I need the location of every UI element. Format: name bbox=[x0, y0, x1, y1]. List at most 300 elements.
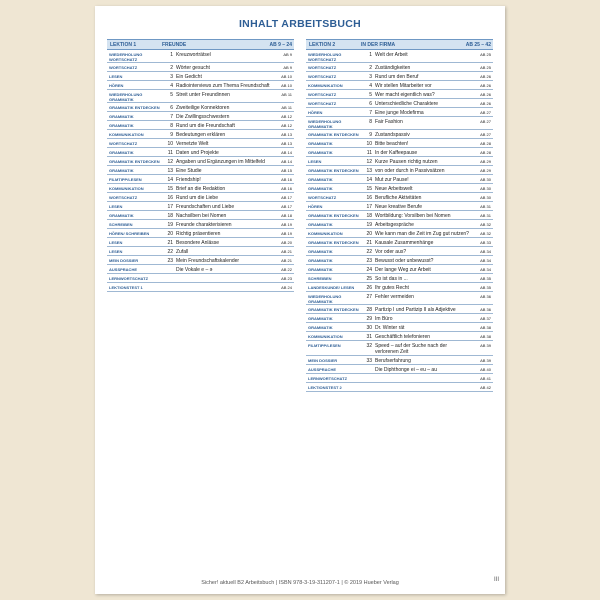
toc-number: 12 bbox=[366, 159, 372, 165]
toc-section: LANDESKUNDE/ LESEN bbox=[308, 285, 355, 290]
toc-number: 17 bbox=[167, 204, 173, 210]
toc-section: FILMTIPP/LESEN bbox=[308, 343, 341, 348]
toc-page: AB 17 bbox=[281, 195, 292, 200]
toc-section: AUSSPRACHE bbox=[308, 367, 337, 372]
toc-row bbox=[107, 256, 294, 265]
toc-number: 4 bbox=[369, 83, 372, 89]
toc-row bbox=[107, 103, 294, 112]
toc-title bbox=[176, 283, 272, 291]
toc-row bbox=[306, 265, 493, 274]
toc-section: HÖREN bbox=[308, 110, 323, 115]
toc-number: 20 bbox=[366, 231, 372, 237]
toc-title: Freundschaften und Liebe bbox=[176, 204, 235, 210]
toc-row bbox=[306, 341, 493, 356]
toc-section: GRAMMATIK ENTDECKEN bbox=[308, 168, 359, 173]
toc-page: AB 11 bbox=[281, 105, 292, 110]
toc-row bbox=[306, 374, 493, 383]
toc-section: WORTSCHATZ bbox=[308, 65, 337, 70]
toc-page: AB 42 bbox=[480, 385, 491, 390]
toc-page: AB 35 bbox=[480, 285, 491, 290]
toc-page: AB 31 bbox=[480, 213, 491, 218]
toc-number bbox=[360, 383, 375, 391]
toc-row bbox=[107, 283, 294, 292]
toc-page: AB 10 bbox=[281, 83, 292, 88]
toc-row bbox=[306, 247, 493, 256]
toc-page: AB 9 bbox=[283, 65, 292, 70]
toc-section: MEIN DOSSIER bbox=[308, 358, 338, 363]
lesson-2-header bbox=[306, 39, 493, 50]
toc-row bbox=[107, 157, 294, 166]
toc-number: 10 bbox=[366, 141, 372, 147]
toc-page: AB 27 bbox=[480, 132, 491, 137]
toc-section: HÖREN/ SCHREIBEN bbox=[109, 231, 150, 236]
toc-section: WIEDERHOLUNG WORTSCHATZ bbox=[109, 52, 143, 62]
lesson-1-header bbox=[107, 39, 294, 50]
toc-row bbox=[306, 365, 493, 374]
toc-number: 30 bbox=[366, 325, 372, 331]
toc-title: Streit unter Freundinnen bbox=[176, 92, 230, 98]
toc-page: AB 34 bbox=[480, 258, 491, 263]
toc-title: Der lange Weg zur Arbeit bbox=[375, 267, 431, 273]
toc-number: 19 bbox=[366, 222, 372, 228]
toc-page: AB 13 bbox=[281, 132, 292, 137]
toc-number: 18 bbox=[366, 213, 372, 219]
toc-row bbox=[107, 211, 294, 220]
toc-page: AB 14 bbox=[281, 159, 292, 164]
toc-row bbox=[107, 265, 294, 274]
toc-title: Angaben und Ergänzungen im Mittelfeld bbox=[176, 159, 265, 165]
toc-section: GRAMMATIK bbox=[308, 186, 333, 191]
page-title: INHALT ARBEITSBUCH bbox=[238, 18, 362, 30]
toc-number: 1 bbox=[369, 52, 372, 58]
toc-section: WORTSCHATZ bbox=[308, 74, 337, 79]
toc-number: 17 bbox=[366, 204, 372, 210]
toc-title: Radiointerviews zum Thema Freundschaft bbox=[176, 83, 270, 89]
toc-number: 21 bbox=[366, 240, 372, 246]
book-page bbox=[95, 6, 505, 594]
toc-number: 1 bbox=[170, 52, 173, 58]
toc-title: Kreuzworträtsel bbox=[176, 52, 211, 58]
toc-title: Partizip I und Partizip II als Adjektive bbox=[375, 307, 456, 313]
toc-row bbox=[306, 139, 493, 148]
toc-title: Bitte beachten! bbox=[375, 141, 409, 147]
toc-page: AB 11 bbox=[281, 92, 292, 97]
toc-title bbox=[375, 383, 471, 391]
toc-page: AB 23 bbox=[281, 276, 292, 281]
toc-page: AB 25 bbox=[480, 65, 491, 70]
toc-page: AB 41 bbox=[480, 376, 491, 381]
toc-title: Vernetzte Welt bbox=[176, 141, 209, 147]
toc-row bbox=[306, 283, 493, 292]
toc-number: 29 bbox=[366, 316, 372, 322]
toc-page: AB 32 bbox=[480, 231, 491, 236]
toc-row bbox=[306, 99, 493, 108]
toc-section: GRAMMATIK bbox=[109, 123, 134, 128]
toc-section: GRAMMATIK bbox=[308, 141, 333, 146]
toc-number: 5 bbox=[170, 92, 173, 98]
toc-number: 23 bbox=[167, 258, 173, 264]
toc-title: Ein Gedicht bbox=[176, 74, 202, 80]
toc-row bbox=[107, 50, 294, 63]
toc-section: LERNWORTSCHATZ bbox=[308, 376, 348, 381]
toc-page: AB 38 bbox=[480, 334, 491, 339]
toc-number: 24 bbox=[366, 267, 372, 273]
toc-row bbox=[306, 157, 493, 166]
toc-section: GRAMMATIK bbox=[109, 150, 134, 155]
toc-section: KOMMUNIKATION bbox=[109, 132, 144, 137]
toc-title: Zuständigkeiten bbox=[375, 65, 411, 71]
toc-title: Welt der Arbeit bbox=[375, 52, 408, 58]
toc-page: AB 28 bbox=[480, 141, 491, 146]
toc-title: Geschäftlich telefonieren bbox=[375, 334, 431, 340]
toc-section: HÖREN bbox=[109, 83, 124, 88]
toc-title: Rund um die Freundschaft bbox=[176, 123, 235, 129]
toc-title: Die Diphthonge ei – eu – au bbox=[375, 367, 437, 373]
toc-row bbox=[306, 332, 493, 341]
toc-section: LEKTIONSTEST 2 bbox=[308, 385, 342, 390]
toc-page: AB 15 bbox=[281, 168, 292, 173]
toc-number: 11 bbox=[366, 150, 372, 156]
toc-title: Daten und Projekte bbox=[176, 150, 219, 156]
toc-number: 27 bbox=[366, 294, 372, 300]
toc-row bbox=[306, 383, 493, 392]
toc-section: GRAMMATIK bbox=[308, 325, 333, 330]
toc-section: GRAMMATIK bbox=[109, 114, 134, 119]
toc-number: 3 bbox=[170, 74, 173, 80]
toc-number: 16 bbox=[167, 195, 173, 201]
toc-section: WIEDERHOLUNG GRAMMATIK bbox=[308, 119, 342, 129]
toc-page: AB 29 bbox=[480, 168, 491, 173]
toc-title: In der Kaffeepause bbox=[375, 150, 418, 156]
toc-title: von oder durch in Passivsätzen bbox=[375, 168, 445, 174]
toc-number: 15 bbox=[167, 186, 173, 192]
toc-title: Fair Fashion bbox=[375, 119, 403, 125]
toc-page: AB 9 bbox=[283, 52, 292, 57]
toc-number: 6 bbox=[369, 101, 372, 107]
toc-title: Wer macht eigentlich was? bbox=[375, 92, 435, 98]
toc-page: AB 17 bbox=[281, 204, 292, 209]
toc-page: AB 30 bbox=[480, 195, 491, 200]
toc-section: GRAMMATIK bbox=[109, 168, 134, 173]
toc-row bbox=[306, 305, 493, 314]
toc-row bbox=[107, 238, 294, 247]
toc-number: 7 bbox=[369, 110, 372, 116]
toc-title: Richtig präsentieren bbox=[176, 231, 221, 237]
toc-row bbox=[306, 323, 493, 332]
toc-page: AB 30 bbox=[480, 177, 491, 182]
toc-section: GRAMMATIK bbox=[308, 222, 333, 227]
toc-row bbox=[107, 184, 294, 193]
toc-section: GRAMMATIK ENTDECKEN bbox=[308, 240, 359, 245]
toc-row bbox=[306, 211, 493, 220]
toc-section: FILMTIPP/LESEN bbox=[109, 177, 142, 182]
toc-row bbox=[306, 50, 493, 63]
toc-title: Neue Arbeitswelt bbox=[375, 186, 413, 192]
toc-row bbox=[107, 139, 294, 148]
toc-number: 16 bbox=[366, 195, 372, 201]
toc-title: Brief an die Redaktion bbox=[176, 186, 226, 192]
toc-title: Freunde charakterisieren bbox=[176, 222, 232, 228]
toc-section: WORTSCHATZ bbox=[308, 92, 337, 97]
toc-row bbox=[306, 193, 493, 202]
toc-number: 12 bbox=[167, 159, 173, 165]
toc-section: AUSSPRACHE bbox=[109, 267, 138, 272]
toc-title: Eine Studie bbox=[176, 168, 202, 174]
toc-number: 13 bbox=[167, 168, 173, 174]
toc-row bbox=[306, 90, 493, 99]
toc-title: Wörter gesucht bbox=[176, 65, 210, 71]
lesson-theme: IN DER FIRMA bbox=[361, 41, 396, 48]
toc-title: Die Zwillingsschwestern bbox=[176, 114, 230, 120]
toc-section: LESEN bbox=[308, 159, 322, 164]
toc-row bbox=[107, 202, 294, 211]
toc-row bbox=[107, 247, 294, 256]
toc-page: AB 26 bbox=[480, 74, 491, 79]
toc-number: 26 bbox=[366, 285, 372, 291]
toc-row bbox=[306, 81, 493, 90]
toc-section: WIEDERHOLUNG GRAMMATIK bbox=[109, 92, 143, 102]
toc-page: AB 30 bbox=[480, 186, 491, 191]
lesson-theme: FREUNDE bbox=[162, 41, 187, 48]
toc-number: 11 bbox=[167, 150, 173, 156]
toc-number: 28 bbox=[366, 307, 372, 313]
toc-number: 21 bbox=[167, 240, 173, 246]
toc-section: WORTSCHATZ bbox=[109, 195, 138, 200]
toc-section: WORTSCHATZ bbox=[308, 101, 337, 106]
toc-number: 9 bbox=[170, 132, 173, 138]
toc-row bbox=[107, 90, 294, 103]
toc-section: GRAMMATIK bbox=[109, 213, 134, 218]
toc-row bbox=[107, 193, 294, 202]
toc-page: AB 39 bbox=[480, 343, 491, 348]
toc-page: AB 13 bbox=[281, 141, 292, 146]
toc-section: SCHREIBEN bbox=[109, 222, 133, 227]
toc-number: 33 bbox=[366, 358, 372, 364]
toc-page: AB 19 bbox=[281, 222, 292, 227]
toc-section: LEKTIONSTEST 1 bbox=[109, 285, 143, 290]
toc-section: GRAMMATIK bbox=[308, 267, 333, 272]
toc-number: 22 bbox=[366, 249, 372, 255]
toc-row bbox=[306, 229, 493, 238]
toc-row bbox=[306, 148, 493, 157]
toc-number: 22 bbox=[167, 249, 173, 255]
toc-page: AB 35 bbox=[480, 276, 491, 281]
toc-title: Wir stellen Mitarbeiter vor bbox=[375, 83, 432, 89]
toc-title: Mein Freundschaftskalender bbox=[176, 258, 240, 264]
toc-row bbox=[107, 229, 294, 238]
toc-section: LESEN bbox=[109, 249, 123, 254]
toc-number: 23 bbox=[366, 258, 372, 264]
toc-title: Zustandspassiv bbox=[375, 132, 410, 138]
lesson-label: LEKTION 1 bbox=[110, 41, 137, 48]
toc-page: AB 27 bbox=[480, 110, 491, 115]
toc-title: Besondere Anlässe bbox=[176, 240, 220, 246]
lesson-1-column bbox=[107, 39, 294, 292]
toc-row bbox=[107, 166, 294, 175]
toc-section: GRAMMATIK ENTDECKEN bbox=[109, 105, 160, 110]
toc-page: AB 25 bbox=[480, 52, 491, 57]
toc-section: LESEN bbox=[109, 74, 123, 79]
toc-row bbox=[306, 256, 493, 265]
toc-section: GRAMMATIK bbox=[308, 249, 333, 254]
toc-page: AB 26 bbox=[480, 101, 491, 106]
toc-page: AB 16 bbox=[281, 177, 292, 182]
toc-section: GRAMMATIK ENTDECKEN bbox=[308, 132, 359, 137]
toc-title: Berufserfahrung bbox=[375, 358, 411, 364]
toc-title bbox=[375, 374, 471, 382]
toc-row bbox=[107, 130, 294, 139]
toc-title: Ihr gutes Recht bbox=[375, 285, 409, 291]
toc-title: Vor oder aus? bbox=[375, 249, 407, 255]
toc-section: WORTSCHATZ bbox=[109, 65, 138, 70]
toc-title: Unterschiedliche Charaktere bbox=[375, 101, 439, 107]
toc-page: AB 12 bbox=[281, 114, 292, 119]
toc-page: AB 39 bbox=[480, 358, 491, 363]
toc-row bbox=[306, 274, 493, 283]
lesson-2-rows bbox=[306, 50, 493, 392]
toc-title: Rund um den Beruf bbox=[375, 74, 419, 80]
toc-number: 9 bbox=[369, 132, 372, 138]
toc-number: 7 bbox=[170, 114, 173, 120]
toc-page: AB 24 bbox=[281, 285, 292, 290]
page-number: III bbox=[493, 577, 499, 583]
toc-title: Bedeutungen erklären bbox=[176, 132, 226, 138]
toc-row bbox=[306, 166, 493, 175]
toc-row bbox=[306, 175, 493, 184]
toc-page: AB 28 bbox=[480, 150, 491, 155]
toc-row bbox=[306, 108, 493, 117]
toc-page: AB 40 bbox=[480, 367, 491, 372]
toc-number: 8 bbox=[369, 119, 372, 125]
toc-title: Bewusst oder unbewusst? bbox=[375, 258, 434, 264]
toc-title: Kausale Zusammenhänge bbox=[375, 240, 434, 246]
toc-row bbox=[107, 175, 294, 184]
toc-number: 25 bbox=[366, 276, 372, 282]
toc-page: AB 33 bbox=[480, 240, 491, 245]
toc-title: Kurze Pausen richtig nutzen bbox=[375, 159, 438, 165]
toc-page: AB 26 bbox=[480, 92, 491, 97]
toc-number: 14 bbox=[366, 177, 372, 183]
toc-number bbox=[360, 374, 375, 382]
toc-page: AB 20 bbox=[281, 240, 292, 245]
toc-page: AB 32 bbox=[480, 222, 491, 227]
toc-page: AB 12 bbox=[281, 123, 292, 128]
toc-title: So ist das in ... bbox=[375, 276, 408, 282]
toc-section: SCHREIBEN bbox=[308, 276, 332, 281]
toc-section: HÖREN bbox=[308, 204, 323, 209]
toc-title: Rund um die Liebe bbox=[176, 195, 218, 201]
toc-section: LESEN bbox=[109, 240, 123, 245]
toc-section: KOMMUNIKATION bbox=[308, 231, 343, 236]
toc-section: GRAMMATIK bbox=[308, 316, 333, 321]
toc-page: AB 37 bbox=[480, 316, 491, 321]
toc-row bbox=[306, 117, 493, 130]
toc-title: Arbeitsgespräche bbox=[375, 222, 414, 228]
lesson-page-range: AB 25 – 42 bbox=[465, 41, 491, 48]
toc-number: 13 bbox=[366, 168, 372, 174]
toc-number: 6 bbox=[170, 105, 173, 111]
toc-row bbox=[306, 72, 493, 81]
toc-row bbox=[107, 121, 294, 130]
toc-number: 4 bbox=[170, 83, 173, 89]
toc-number: 3 bbox=[369, 74, 372, 80]
toc-row bbox=[306, 184, 493, 193]
toc-section: KOMMUNIKATION bbox=[109, 186, 144, 191]
toc-number: 20 bbox=[167, 231, 173, 237]
toc-number: 19 bbox=[167, 222, 173, 228]
toc-section: GRAMMATIK bbox=[308, 258, 333, 263]
toc-page: AB 21 bbox=[281, 258, 292, 263]
toc-title: Mut zur Pause! bbox=[375, 177, 409, 183]
toc-title: Dr. Winter rät bbox=[375, 325, 405, 331]
toc-page: AB 16 bbox=[281, 186, 292, 191]
lesson-label: LEKTION 2 bbox=[309, 41, 336, 48]
toc-row bbox=[306, 130, 493, 139]
toc-title: Speed – auf der Suche nach der verlorenen Zeit bbox=[375, 343, 447, 355]
toc-section: KOMMUNIKATION bbox=[308, 334, 343, 339]
toc-page: AB 29 bbox=[480, 159, 491, 164]
toc-number: 2 bbox=[170, 65, 173, 71]
toc-title: Wortbildung: Vorsilben bei Nomen bbox=[375, 213, 451, 219]
toc-row bbox=[107, 274, 294, 283]
toc-number: 15 bbox=[366, 186, 372, 192]
toc-row bbox=[107, 72, 294, 81]
toc-row bbox=[107, 112, 294, 121]
toc-page: AB 36 bbox=[480, 307, 491, 312]
toc-title: Eine junge Modefirma bbox=[375, 110, 424, 116]
toc-number: 31 bbox=[366, 334, 372, 340]
toc-title bbox=[176, 274, 272, 282]
toc-number: 10 bbox=[167, 141, 173, 147]
toc-title: Die Vokale e – ə bbox=[176, 267, 213, 273]
toc-row bbox=[107, 81, 294, 90]
toc-number: 18 bbox=[167, 213, 173, 219]
toc-number: 8 bbox=[170, 123, 173, 129]
toc-section: WORTSCHATZ bbox=[308, 195, 337, 200]
toc-row bbox=[306, 292, 493, 305]
lesson-2-column bbox=[306, 39, 493, 392]
toc-title: Zufall bbox=[176, 249, 189, 255]
toc-section: LESEN bbox=[109, 204, 123, 209]
toc-number bbox=[161, 274, 176, 282]
toc-title: Fehler vermeiden bbox=[375, 294, 414, 300]
toc-title: Friendship! bbox=[176, 177, 201, 183]
toc-row bbox=[306, 220, 493, 229]
toc-page: AB 10 bbox=[281, 74, 292, 79]
toc-page: AB 19 bbox=[281, 231, 292, 236]
toc-page: AB 38 bbox=[480, 325, 491, 330]
toc-section: WIEDERHOLUNG WORTSCHATZ bbox=[308, 52, 342, 62]
footer-copyright: Sicher! aktuell B2 Arbeitsbuch | ISBN 978-3-19-311207-1 | © 2019 Hueber Verlag bbox=[201, 580, 399, 586]
toc-page: AB 34 bbox=[480, 249, 491, 254]
toc-section: GRAMMATIK bbox=[308, 150, 333, 155]
toc-page: AB 21 bbox=[281, 249, 292, 254]
toc-section: MEIN DOSSIER bbox=[109, 258, 139, 263]
toc-title: Nachsilben bei Nomen bbox=[176, 213, 227, 219]
toc-title: Zweiteilige Konnektoren bbox=[176, 105, 230, 111]
toc-number: 5 bbox=[369, 92, 372, 98]
toc-number: 2 bbox=[369, 65, 372, 71]
toc-row bbox=[306, 356, 493, 365]
toc-page: AB 26 bbox=[480, 83, 491, 88]
toc-section: KOMMUNIKATION bbox=[308, 83, 343, 88]
toc-page: AB 14 bbox=[281, 150, 292, 155]
toc-title: Berufliche Aktivitäten bbox=[375, 195, 422, 201]
toc-section: LERNWORTSCHATZ bbox=[109, 276, 149, 281]
toc-number bbox=[360, 365, 375, 373]
toc-row bbox=[306, 238, 493, 247]
toc-page: AB 22 bbox=[281, 267, 292, 272]
